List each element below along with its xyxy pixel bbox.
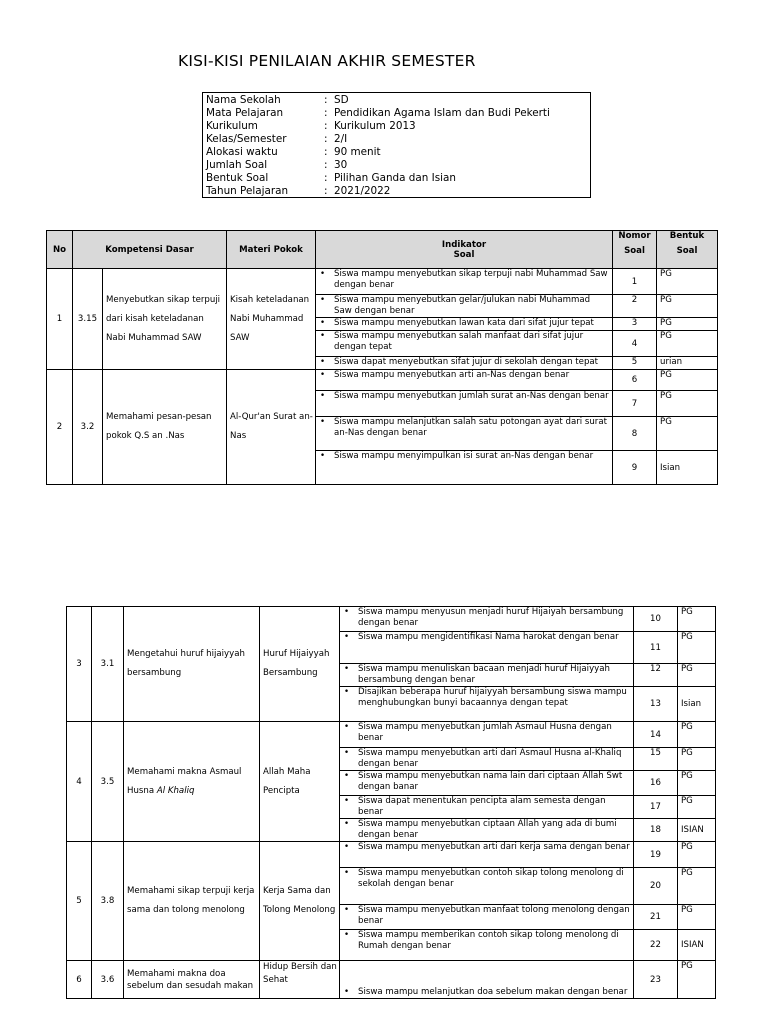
kompetensi-dasar [103,370,227,485]
bullet: • [320,318,326,328]
info-label: Kelas/Semester [206,133,287,145]
nomor-soal: 13 [634,687,678,722]
indikator-item [344,819,631,841]
nomor-soal: 16 [634,771,678,796]
nomor-soal: 14 [634,722,678,748]
indikator-cell [340,905,634,930]
kd-text: Memahami pesan-pesan pokok Q.S an .Nas [106,412,212,441]
bullet: • [344,930,350,940]
bullet: • [320,357,326,367]
document-title: KISI-KISI PENILAIAN AKHIR SEMESTER [178,52,476,70]
nomor-soal: 18 [634,819,678,842]
indikator-text: Siswa dapat menentukan pencipta alam semesta dengan benar [358,796,606,817]
info-row [203,185,590,198]
kd-number: 3.15 [73,269,103,370]
indikator-text: Siswa mampu mengidentifikasi Nama harokat dengan benar [358,632,619,642]
indikator-cell [340,687,634,722]
bullet: • [344,819,350,829]
bullet: • [320,370,326,380]
indikator-item [320,451,610,462]
indikator-cell [316,331,613,357]
info-row [203,94,590,107]
indikator-cell [316,451,613,485]
nomor-soal: 15 [634,748,678,771]
indikator-item [344,771,631,793]
info-row [203,146,590,159]
nomor-soal: 20 [634,868,678,905]
materi-pokok: Kisah keteladanan Nabi Muhammad SAW [227,269,316,370]
info-row [203,133,590,146]
info-label: Tahun Pelajaran [206,185,289,197]
bentuk-soal: PG [678,771,716,796]
info-colon: : [324,185,328,197]
info-label: Bentuk Soal [206,172,269,184]
info-colon: : [324,107,328,119]
kd-text: Memahami sikap terpuji kerja sama dan tolong menolong [127,886,255,915]
header-materi-pokok: Materi Pokok [227,231,316,269]
kompetensi-dasar [124,722,260,842]
indikator-text: Siswa mampu menyebutkan arti an-Nas dengan benar [334,370,570,380]
info-label: Kurikulum [206,120,258,132]
indikator-cell [340,796,634,819]
header-nomor-soal [613,231,657,269]
nomor-soal: 8 [613,417,657,451]
indikator-cell [340,868,634,905]
nomor-soal: 2 [613,295,657,318]
indikator-cell [316,318,613,331]
info-label: Alokasi waktu [206,146,278,158]
bullet: • [320,391,326,401]
kd-italic: Al Khaliq [156,785,195,796]
header-indikator [316,231,613,269]
bentuk-soal: ISIAN [678,930,716,961]
bullet: • [344,796,350,806]
indikator-cell [340,771,634,796]
bentuk-soal: PG [657,295,718,318]
nomor-soal: 3 [613,318,657,331]
table-row [67,842,716,868]
header-bentuk-line2: Soal [676,246,698,256]
indikator-cell [340,748,634,771]
header-kompetensi-dasar: Kompetensi Dasar [73,231,227,269]
kd-text: Memahami makna doa sebelum dan sesudah makan [127,968,254,991]
bullet: • [344,748,350,758]
info-value: 90 menit [334,146,381,158]
kd-number: 3.1 [92,607,124,722]
nomor-soal: 21 [634,905,678,930]
kd-text: Mengetahui huruf hijaiyyah bersambung [127,649,245,678]
indikator-cell [340,664,634,687]
indikator-item [320,357,610,368]
indikator-item [344,842,631,853]
table-row [47,269,718,295]
bentuk-soal: PG [678,868,716,905]
info-row [203,172,590,185]
indikator-text: Siswa mampu menyebutkan salah manfaat dari sifat jujur dengan tepat [334,331,584,352]
kisi-table-2 [66,606,716,999]
bullet: • [320,269,326,279]
materi-pokok: Allah Maha Pencipta [260,722,340,842]
nomor-soal: 1 [613,269,657,295]
indikator-cell [316,391,613,417]
bentuk-soal: PG [657,269,718,295]
nomor-soal: 10 [634,607,678,632]
info-value: 2021/2022 [334,185,391,197]
bentuk-soal: PG [678,722,716,748]
indikator-item [320,417,610,439]
indikator-text: Siswa mampu menyebutkan lawan kata dari sifat jujur tepat [334,318,594,328]
bullet: • [344,664,350,674]
indikator-cell [340,842,634,868]
bullet: • [344,868,350,878]
bullet: • [320,295,326,305]
materi-pokok: Al-Qur'an Surat an-Nas [227,370,316,485]
kompetensi-dasar [124,842,260,961]
bullet: • [344,905,350,915]
indikator-item [344,722,631,744]
materi-pokok: Hidup Bersih dan Sehat [260,961,340,999]
bentuk-soal: PG [678,664,716,687]
indikator-text: Siswa mampu menyebutkan arti dari Asmaul Husna al-Khaliq dengan benar [358,748,622,769]
bullet: • [344,722,350,732]
info-colon: : [324,120,328,132]
indikator-text: Siswa mampu menyebutkan gelar/julukan nabi Muhammad Saw dengan benar [334,295,591,316]
info-colon: : [324,159,328,171]
nomor-soal: 4 [613,331,657,357]
nomor-soal: 22 [634,930,678,961]
bullet: • [344,632,350,642]
info-row [203,159,590,172]
indikator-item [344,748,631,770]
indikator-item [320,391,610,402]
bentuk-soal: ISIAN [678,819,716,842]
nomor-soal: 7 [613,391,657,417]
indikator-item [344,632,631,643]
info-colon: : [324,172,328,184]
indikator-text: Siswa mampu menyebutkan arti dari kerja sama dengan benar [358,842,630,852]
indikator-item [344,930,631,952]
materi-pokok: Huruf Hijaiyyah Bersambung [260,607,340,722]
bentuk-soal: PG [657,370,718,391]
nomor-soal: 6 [613,370,657,391]
kd-number: 3.5 [92,722,124,842]
indikator-cell [316,357,613,370]
indikator-item [344,987,631,998]
bentuk-soal: PG [657,417,718,451]
info-label: Nama Sekolah [206,94,281,106]
bentuk-soal: PG [678,961,716,999]
indikator-cell [340,961,634,999]
table-row [67,961,716,999]
nomor-soal: 23 [634,961,678,999]
indikator-item [344,796,631,818]
indikator-text: Siswa mampu melanjutkan doa sebelum makan dengan benar [358,987,628,997]
indikator-cell [316,295,613,318]
row-number: 6 [67,961,92,999]
indikator-item [320,331,610,353]
indikator-text: Siswa mampu melanjutkan salah satu potongan ayat dari surat an-Nas dengan benar [334,417,607,438]
info-label: Jumlah Soal [206,159,268,171]
header-no: No [47,231,73,269]
indikator-text: Siswa mampu menyusun menjadi huruf Hijaiyah bersambung dengan benar [358,607,624,628]
indikator-text: Siswa mampu menyebutkan jumlah surat an-Nas dengan benar [334,391,609,401]
indikator-item [344,687,631,709]
table-row [47,370,718,391]
kd-text: Menyebutkan sikap terpuji dari kisah keteladanan Nabi Muhammad SAW [106,294,221,343]
nomor-soal: 19 [634,842,678,868]
row-number: 2 [47,370,73,485]
indikator-item [344,868,631,890]
indikator-cell [316,269,613,295]
bullet: • [344,607,350,617]
bentuk-soal: PG [657,331,718,357]
indikator-cell [340,607,634,632]
header-bentuk-line1: Bentuk [669,231,705,241]
indikator-text: Disajikan beberapa huruf hijaiyyah bersambung siswa mampu menghubungkan bunyi bacaannya dengan tepat [358,687,627,708]
bullet: • [320,451,326,461]
bullet: • [344,842,350,852]
kisi-table-1 [46,230,718,485]
info-row [203,107,590,120]
indikator-text: Siswa mampu memberikan contoh sikap tolong menolong di Rumah dengan benar [358,930,619,951]
indikator-text: Siswa mampu menyebutkan ciptaan Allah yang ada di bumi dengan benar [358,819,617,840]
kompetensi-dasar [124,607,260,722]
header-nomor-line2: Soal [624,246,645,256]
bentuk-soal: PG [678,748,716,771]
indikator-item [344,905,631,927]
indikator-item [320,269,610,291]
bentuk-soal: PG [678,905,716,930]
indikator-text: Siswa mampu menyebutkan contoh sikap tolong menolong di sekolah dengan benar [358,868,624,889]
materi-pokok: Kerja Sama dan Tolong Menolong [260,842,340,961]
kd-number: 3.2 [73,370,103,485]
bentuk-soal: PG [657,318,718,331]
nomor-soal: 9 [613,451,657,485]
indikator-item [320,295,610,317]
indikator-item [344,607,631,629]
nomor-soal: 12 [634,664,678,687]
info-colon: : [324,94,328,106]
bullet: • [320,331,326,341]
table-row [67,722,716,748]
info-value: 30 [334,159,348,171]
info-value: Kurikulum 2013 [334,120,416,132]
indikator-text: Siswa mampu menuliskan bacaan menjadi huruf Hijaiyyah bersambung dengan benar [358,664,610,685]
info-colon: : [324,146,328,158]
bentuk-soal: PG [678,796,716,819]
bentuk-soal: PG [678,842,716,868]
indikator-text: Siswa mampu menyebutkan manfaat tolong menolong dengan benar [358,905,630,926]
info-label: Mata Pelajaran [206,107,284,119]
kd-number: 3.8 [92,842,124,961]
bentuk-soal: Isian [657,451,718,485]
indikator-text: Siswa dapat menyebutkan sifat jujur di sekolah dengan tepat [334,357,599,367]
bentuk-soal: PG [657,391,718,417]
row-number: 4 [67,722,92,842]
indikator-cell [340,930,634,961]
header-indikator-line2: Soal [453,249,475,260]
info-value: SD [334,94,349,106]
indikator-text: Siswa mampu menyebutkan sikap terpuji nabi Muhammad Saw dengan benar [334,269,608,290]
indikator-text: Siswa mampu menyebutkan jumlah Asmaul Husna dengan benar [358,722,612,743]
bullet: • [344,687,350,697]
bentuk-soal: PG [678,632,716,664]
info-value: Pilihan Ganda dan Isian [334,172,456,184]
indikator-cell [340,632,634,664]
header-nomor-line1: Nomor [618,231,651,241]
indikator-cell [316,417,613,451]
kompetensi-dasar [124,961,260,999]
bullet: • [344,771,350,781]
info-value: Pendidikan Agama Islam dan Budi Pekerti [334,107,550,119]
bentuk-soal: Isian [678,687,716,722]
header-indikator-line1: Indikator [441,239,487,250]
row-number: 3 [67,607,92,722]
bullet: • [344,987,350,997]
bentuk-soal: PG [678,607,716,632]
row-number: 5 [67,842,92,961]
kd-text: Memahami makna Asmaul Husna [127,766,242,796]
info-row [203,120,590,133]
bullet: • [320,417,326,427]
kd-number: 3.6 [92,961,124,999]
header-bentuk-soal [657,231,718,269]
nomor-soal: 17 [634,796,678,819]
indikator-cell [340,819,634,842]
indikator-item [320,318,610,329]
nomor-soal: 5 [613,357,657,370]
indikator-text: Siswa mampu menyebutkan nama lain dari ciptaan Allah Swt dengan banar [358,771,623,792]
table-row [67,607,716,632]
indikator-cell [316,370,613,391]
indikator-item [344,664,631,686]
info-box [202,92,591,198]
nomor-soal: 11 [634,632,678,664]
indikator-text: Siswa mampu menyimpulkan isi surat an-Nas dengan benar [334,451,594,461]
bentuk-soal: urian [657,357,718,370]
info-value: 2/I [334,133,348,145]
info-colon: : [324,133,328,145]
indikator-item [320,370,610,381]
row-number: 1 [47,269,73,370]
kompetensi-dasar [103,269,227,370]
indikator-cell [340,722,634,748]
